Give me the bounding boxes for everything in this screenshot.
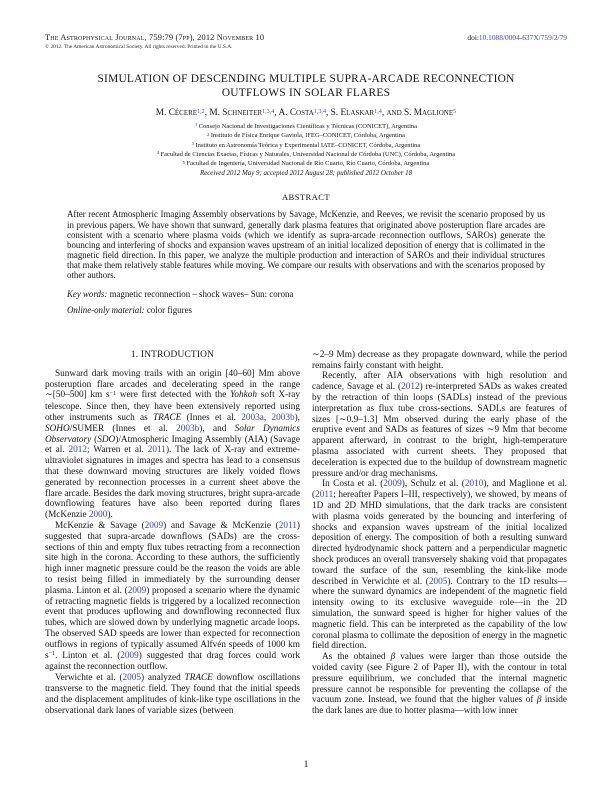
citation-link[interactable]: 2009 [383, 479, 402, 490]
citation-link[interactable]: 2003a [241, 413, 264, 424]
doi-link[interactable]: 10.1088/0004-637X/759/2/79 [478, 33, 567, 42]
keywords-text: magnetic reconnection – shock waves– Sun: corona [109, 289, 294, 300]
article-title-line1: SIMULATION OF DESCENDING MULTIPLE SUPRA-ARCADE RECONNECTION [97, 73, 515, 85]
paragraph: As the obtained β values were larger than those outside the voided cavity (see Figure 2 of Paper II), with the contour in total pressure equilibrium, we concluded that the internal magnetic pressure cannot be responsible for preventing the collapse of the vacuum zone. Instead, we found that the higher values of β inside the dark lanes are due to hotter plasma—with low inner [312, 652, 567, 717]
citation-link[interactable]: 2009 [144, 520, 164, 531]
keywords-label: Key words: [67, 289, 108, 300]
body-columns [45, 350, 567, 717]
online-material-line [67, 305, 545, 315]
superscript: −1 [109, 391, 117, 398]
superscript: 4 [156, 150, 159, 156]
right-column [312, 350, 567, 717]
paragraph: In Costa et al. (2009), Schulz et al. (2010), and Maglione et al. (2011; hereafter Papers I–III, respectively), we showed, by means of 1D and 2D MHD simulations, that the dark tracks are consistent with plasma voids generated by the bouncing and interfering of shocks and expansion waves upstream of the initial localized deposition of energy. The composition of both a resulting sunward directed hydrodynamic shock pattern and a perpendicular magnetic shock produces an overall transversely shaking void that propagates toward the surface of the sun, resembling the kink-like mode described in Verwichte et al. (2005). Contrary to the 1D results—where the sunward dynamics are independent of the magnetic field intensity owing to its exclusive waveguide role—in the 2D simulation, the sunward speed is higher for higher values of the magnetic field. This can be interpreted as the capability of the low coronal plasma to collimate the deposition of energy in the magnetic field direction. [312, 479, 567, 652]
citation-link[interactable]: 2012 [68, 445, 88, 456]
abstract-heading: ABSTRACT [281, 192, 331, 203]
section-1-heading: 1. INTRODUCTION [130, 349, 215, 360]
citation-link[interactable]: 2010 [464, 479, 484, 490]
citation-link[interactable]: 2000 [88, 510, 108, 521]
journal-info [45, 33, 264, 50]
superscript: −1 [48, 651, 56, 658]
superscript-link[interactable]: 1,3,4 [313, 108, 326, 115]
affiliation-2: $^2$ Instituto de Física Enrique Gaviola, IFEG–CONICET, Córdoba, Argentina [207, 131, 405, 140]
italic-text: β [536, 695, 542, 706]
left-column [45, 350, 300, 717]
citation-link[interactable]: 2003b [271, 413, 295, 424]
affiliation-4: $^4$ Facultad de Ciencias Exactas, Físicas y Naturales, Universidad Nacional de Córdoba (UNC), Córdoba, Argentina [156, 150, 456, 158]
article-title [45, 73, 567, 100]
superscript-link[interactable]: 1,4 [374, 108, 382, 115]
affiliation-1: $^1$ Consejo Nacional de Investigaciones Científicas y Técnicas (CONICET), Argentina [194, 122, 418, 130]
superscript-link[interactable]: 1,2 [197, 108, 205, 115]
paragraph: Recently, after AIA observations with high resolution and cadence, Savage et al. (2012) re-interpreted SADs as wakes created by the retraction of thin loops (SADLs) instead of the previous interpretation as flux tube cross-sections. SADLs are features of sizes [∼0.9–1.3] Mm observed during the early phase of the eruptive event and SADs as features of sizes ∼9 Mm that become apparent afterward, in contrast to the bright, high-temperature plasma associated with current sheets. They proposed that deceleration is expected due to the buildup of downstream magnetic pressure and/or drag mechanisms. [312, 371, 567, 479]
citation-link[interactable]: 2003b [176, 423, 200, 434]
abstract-text: After recent Atmospheric Imaging Assembly observations by Savage, McKenzie, and Reeves, we revisit the scenario proposed by us in previous papers. We have shown that sunward, generally dark plasma features that originated above posteruption flare arcades are consistent with a scenario where plasma voids (which we identify as supra-arcade reconnection outflows, SAROs) generate the bouncing and interfering of shocks and expansion waves upstream of an initial localized deposition of energy that is collimated in the magnetic field direction. In this paper, we analyze the multiple production and interaction of SAROs and their individual structures that make them relatively stable features while moving. We compare our results with observations and with the scenarios proposed by other authors. [67, 209, 545, 281]
citation-link[interactable]: 2012 [401, 382, 420, 393]
copyright-line: © 2012. The American Astronomical Society. All rights reserved. Printed in the U.S.A. [45, 44, 233, 50]
affiliation-5: $^5$ Facultad de Ingeniería, Universidad Nacional de Río Cuarto, Río Cuarto, Córdoba, Argentina [182, 159, 430, 168]
superscript: 3 [191, 140, 194, 146]
online-material-text: color figures [146, 304, 192, 315]
doi-line [467, 33, 567, 42]
italic-text: Solar Dynamics Observatory [45, 423, 300, 445]
superscript-link[interactable]: 1,3,4 [262, 108, 275, 115]
paragraph: McKenzie & Savage (2009) and Savage & McKenzie (2011) suggested that supra-arcade downflows (SADs) are the cross-sections of thin and empty flux tubes retracting from a reconnection site high in the corona. According to these authors, the sufficiently high inner magnetic pressure could be the reason the voids are able to resist being filled in immediately by the surrounding denser plasma. Linton et al. (2009) proposed a scenario where the dynamic of retracting magnetic fields is triggered by a localized reconnection event that produces upflowing and downflowing reconnected flux tubes, which are slowed down by underlying magnetic arcade loops. The observed SAD speeds are lower than expected for reconnection outflows in regions of typically assumed Alfvén speeds of 1000 km $s^{-1}$. Linton et al. (2009) suggested that drag forces could work against the reconnection outflow. [45, 520, 300, 673]
affiliation-3: $^3$ Instituto en Astronomía Teórica y Experimental IATE–CONICET, Córdoba, Argentina [191, 140, 421, 149]
citation-link[interactable]: 2009 [127, 585, 147, 596]
superscript-link[interactable]: 5 [453, 108, 457, 115]
italic-text: TRACE [184, 673, 213, 684]
keywords-line [67, 289, 545, 299]
doi-prefix: doi: [467, 33, 479, 42]
superscript: 5 [182, 159, 185, 165]
citation-link[interactable]: 2011 [278, 520, 297, 531]
author-list: M. Cécere$^{1,2}$, M. Schneiter$^{1,3,4}$, A. Costa$^{1,3,4}$, S. Elaskar$^{1,4}$, and S. Maglione$^5$ [155, 108, 457, 118]
article-title-line2: OUTFLOWS IN SOLAR FLARES [221, 86, 391, 99]
italic-text: β [390, 652, 396, 663]
citation-link[interactable]: 2011 [315, 490, 334, 501]
affiliation-list [45, 122, 567, 168]
online-material-label: Online-only material: [67, 304, 145, 315]
citation-link[interactable]: 2005 [122, 673, 142, 684]
paragraph: Sunward dark moving trails with an origin [40–60] Mm above posteruption flare arcades and decelerating speed in the range ∼[50–500] km $s^{-1}$ were first detected with the Yohkoh soft X-ray telescope. Since then, they have been extensively reported using other instruments such as TRACE (Innes et al. 2003a, 2003b), SOHO/SUMER (Innes et al. 2003b), and Solar Dynamics Observatory (SDO)/Atmospheric Imaging Assembly (AIA) (Savage et al. 2012; Warren et al. 2011). The lack of X-ray and extreme-ultraviolet signatures in images and spectra has lead to a consensus that these downward moving structures are likely voided flows generated by reconnection processes in a current sheet above the flare arcade. Besides the dark moving structures, bright supra-arcade downflowing features have also been reported during flares (McKenzie 2000). [45, 368, 300, 521]
journal-header [45, 33, 567, 50]
citation-link[interactable]: 2005 [428, 576, 448, 587]
page-number: 1 [303, 760, 309, 770]
received-dates: Received 2012 May 9; accepted 2012 August 28; published 2012 October 18 [199, 170, 413, 178]
superscript: 2 [207, 131, 210, 137]
journal-name-line: The Astrophysical Journal, 759:79 (7pp), 2012 November 10 [45, 33, 265, 42]
italic-text: Yohkoh [230, 390, 258, 401]
italic-text: SDO [97, 434, 116, 445]
italic-text: TRACE [153, 413, 182, 424]
citation-link[interactable]: 2009 [120, 650, 139, 661]
italic-text: SOHO [45, 423, 70, 434]
paragraph: Verwichte et al. (2005) analyzed TRACE downflow oscillations transverse to the magnetic field. They found that the initial speeds and the displacement amplitudes of kink-like type oscillations in the observational dark lanes of variable sizes (between [45, 673, 300, 716]
paragraph: ∼2–9 Mm) decrease as they propagate downward, while the period remains fairly constant with height. [312, 349, 567, 371]
superscript: 1 [194, 122, 198, 128]
citation-link[interactable]: 2011 [147, 445, 166, 456]
